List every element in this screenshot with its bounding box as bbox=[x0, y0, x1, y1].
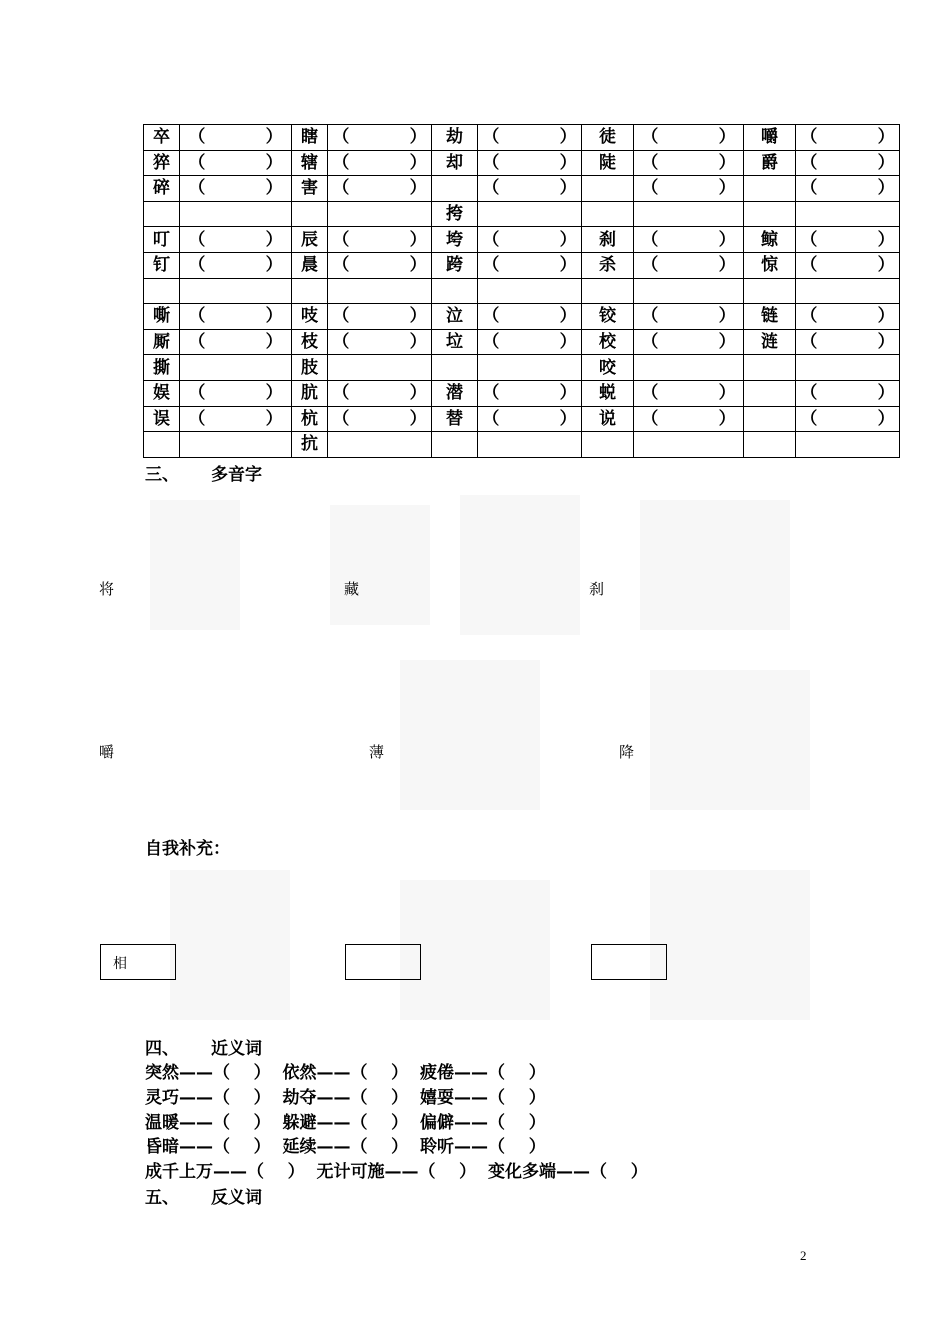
pinyin-blank-cell: （ ） bbox=[796, 252, 900, 278]
character-cell bbox=[582, 176, 634, 202]
watermark-block bbox=[400, 660, 540, 810]
character-cell bbox=[432, 355, 478, 381]
self-supplement-label: 自我补充： bbox=[145, 839, 230, 859]
pinyin-blank-cell: （ ） bbox=[328, 150, 432, 176]
character-cell bbox=[744, 355, 796, 381]
table-row bbox=[144, 355, 900, 381]
synonym-line: 昏暗——（ ） 延续——（ ） 聆听——（ ） bbox=[145, 1137, 546, 1157]
table-row bbox=[144, 252, 900, 278]
polyphone-char: 刹 bbox=[589, 580, 605, 598]
table-row bbox=[144, 304, 900, 330]
supplement-box bbox=[591, 944, 667, 980]
synonym-line: 突然——（ ） 依然——（ ） 疲倦——（ ） bbox=[145, 1063, 546, 1083]
pinyin-blank-cell bbox=[180, 355, 292, 381]
table-row bbox=[144, 278, 900, 304]
character-cell: 惊 bbox=[744, 252, 796, 278]
character-cell: 误 bbox=[144, 406, 180, 432]
synonym-line: 温暖——（ ） 躲避——（ ） 偏僻——（ ） bbox=[145, 1113, 546, 1133]
pinyin-blank-cell: （ ） bbox=[634, 304, 744, 330]
pinyin-blank-cell: （ ） bbox=[634, 329, 744, 355]
pinyin-blank-cell: （ ） bbox=[328, 227, 432, 253]
character-cell: 辖 bbox=[292, 150, 328, 176]
pinyin-blank-cell: （ ） bbox=[796, 227, 900, 253]
character-cell bbox=[432, 432, 478, 458]
pinyin-blank-cell: （ ） bbox=[180, 176, 292, 202]
pinyin-blank-cell bbox=[180, 201, 292, 227]
section-4-heading bbox=[145, 1034, 262, 1059]
pinyin-blank-cell: （ ） bbox=[328, 304, 432, 330]
character-cell: 陡 bbox=[582, 150, 634, 176]
character-cell: 校 bbox=[582, 329, 634, 355]
watermark-block bbox=[330, 505, 430, 625]
character-cell: 吱 bbox=[292, 304, 328, 330]
table-row bbox=[144, 201, 900, 227]
pinyin-blank-cell: （ ） bbox=[634, 406, 744, 432]
pinyin-blank-cell bbox=[180, 432, 292, 458]
pinyin-blank-cell: （ ） bbox=[478, 227, 582, 253]
character-cell: 猝 bbox=[144, 150, 180, 176]
character-cell bbox=[744, 201, 796, 227]
pinyin-blank-cell: （ ） bbox=[796, 329, 900, 355]
character-cell bbox=[292, 201, 328, 227]
character-cell: 嘶 bbox=[144, 304, 180, 330]
pinyin-blank-cell: （ ） bbox=[634, 176, 744, 202]
character-cell bbox=[144, 201, 180, 227]
character-cell: 蜕 bbox=[582, 380, 634, 406]
pinyin-blank-cell bbox=[328, 201, 432, 227]
pinyin-blank-cell bbox=[796, 201, 900, 227]
character-cell bbox=[582, 432, 634, 458]
table-row bbox=[144, 176, 900, 202]
character-cell: 刹 bbox=[582, 227, 634, 253]
pinyin-blank-cell: （ ） bbox=[796, 380, 900, 406]
character-cell: 铰 bbox=[582, 304, 634, 330]
character-cell bbox=[744, 432, 796, 458]
character-cell: 肮 bbox=[292, 380, 328, 406]
pinyin-blank-cell: （ ） bbox=[796, 150, 900, 176]
character-table bbox=[143, 124, 900, 458]
pinyin-blank-cell bbox=[478, 278, 582, 304]
character-cell bbox=[432, 278, 478, 304]
table-row bbox=[144, 406, 900, 432]
pinyin-blank-cell bbox=[328, 432, 432, 458]
character-cell: 撕 bbox=[144, 355, 180, 381]
table-row bbox=[144, 380, 900, 406]
character-cell bbox=[144, 432, 180, 458]
section-title: 近义词 bbox=[211, 1039, 262, 1059]
character-cell: 杭 bbox=[292, 406, 328, 432]
pinyin-blank-cell bbox=[328, 278, 432, 304]
pinyin-blank-cell: （ ） bbox=[328, 252, 432, 278]
pinyin-blank-cell: （ ） bbox=[634, 380, 744, 406]
watermark-block bbox=[650, 670, 810, 810]
pinyin-blank-cell: （ ） bbox=[478, 176, 582, 202]
character-cell bbox=[582, 201, 634, 227]
watermark-block bbox=[170, 870, 290, 1020]
character-cell: 辰 bbox=[292, 227, 328, 253]
character-cell: 钉 bbox=[144, 252, 180, 278]
watermark-block bbox=[640, 500, 790, 630]
table-row bbox=[144, 432, 900, 458]
pinyin-blank-cell: （ ） bbox=[180, 329, 292, 355]
table-row bbox=[144, 150, 900, 176]
character-cell: 卒 bbox=[144, 125, 180, 151]
pinyin-blank-cell: （ ） bbox=[328, 380, 432, 406]
character-cell: 叮 bbox=[144, 227, 180, 253]
pinyin-blank-cell bbox=[328, 355, 432, 381]
character-cell: 却 bbox=[432, 150, 478, 176]
supplement-box bbox=[345, 944, 421, 980]
character-cell bbox=[744, 278, 796, 304]
character-cell: 挎 bbox=[432, 201, 478, 227]
pinyin-blank-cell: （ ） bbox=[328, 125, 432, 151]
character-cell: 垮 bbox=[432, 227, 478, 253]
pinyin-blank-cell bbox=[478, 355, 582, 381]
polyphone-char: 降 bbox=[619, 743, 635, 761]
pinyin-blank-cell: （ ） bbox=[478, 125, 582, 151]
polyphone-char: 薄 bbox=[369, 743, 385, 761]
character-cell: 咬 bbox=[582, 355, 634, 381]
pinyin-blank-cell: （ ） bbox=[478, 329, 582, 355]
character-cell: 碎 bbox=[144, 176, 180, 202]
pinyin-blank-cell: （ ） bbox=[180, 252, 292, 278]
character-cell: 瞎 bbox=[292, 125, 328, 151]
section-title: 反义词 bbox=[211, 1188, 262, 1208]
pinyin-blank-cell: （ ） bbox=[180, 304, 292, 330]
character-cell bbox=[432, 176, 478, 202]
pinyin-blank-cell bbox=[180, 278, 292, 304]
section-number: 三、 bbox=[145, 465, 179, 485]
synonym-line: 成千上万——（ ） 无计可施——（ ） 变化多端——（ ） bbox=[145, 1162, 648, 1182]
character-cell: 晨 bbox=[292, 252, 328, 278]
character-cell bbox=[582, 278, 634, 304]
section-5-heading bbox=[145, 1183, 262, 1208]
watermark-block bbox=[650, 870, 810, 1020]
pinyin-blank-cell bbox=[796, 355, 900, 381]
character-cell bbox=[292, 278, 328, 304]
pinyin-blank-cell bbox=[634, 278, 744, 304]
pinyin-blank-cell: （ ） bbox=[478, 406, 582, 432]
section-number: 五、 bbox=[145, 1188, 179, 1208]
polyphone-char: 将 bbox=[99, 580, 115, 598]
pinyin-blank-cell bbox=[478, 201, 582, 227]
pinyin-blank-cell: （ ） bbox=[478, 252, 582, 278]
pinyin-blank-cell: （ ） bbox=[180, 150, 292, 176]
character-cell: 娱 bbox=[144, 380, 180, 406]
character-cell: 枝 bbox=[292, 329, 328, 355]
polyphone-char: 嚼 bbox=[99, 743, 115, 761]
character-cell: 替 bbox=[432, 406, 478, 432]
pinyin-blank-cell: （ ） bbox=[796, 304, 900, 330]
watermark-block bbox=[460, 495, 580, 635]
pinyin-blank-cell bbox=[634, 355, 744, 381]
pinyin-blank-cell: （ ） bbox=[634, 125, 744, 151]
pinyin-blank-cell: （ ） bbox=[328, 329, 432, 355]
supplement-box bbox=[100, 944, 176, 980]
section-title: 多音字 bbox=[211, 465, 262, 485]
pinyin-blank-cell: （ ） bbox=[180, 227, 292, 253]
character-cell: 泣 bbox=[432, 304, 478, 330]
character-cell: 抗 bbox=[292, 432, 328, 458]
character-cell: 杀 bbox=[582, 252, 634, 278]
character-cell: 跨 bbox=[432, 252, 478, 278]
synonym-line: 灵巧——（ ） 劫夺——（ ） 嬉耍——（ ） bbox=[145, 1088, 546, 1108]
pinyin-blank-cell bbox=[478, 432, 582, 458]
character-cell bbox=[744, 176, 796, 202]
pinyin-blank-cell bbox=[796, 278, 900, 304]
pinyin-blank-cell bbox=[634, 432, 744, 458]
character-cell: 潜 bbox=[432, 380, 478, 406]
character-cell bbox=[744, 380, 796, 406]
pinyin-blank-cell: （ ） bbox=[634, 227, 744, 253]
section-3-heading bbox=[145, 460, 262, 485]
pinyin-blank-cell: （ ） bbox=[796, 406, 900, 432]
supplement-box-text: 相 bbox=[113, 956, 127, 972]
character-cell: 劫 bbox=[432, 125, 478, 151]
character-cell: 害 bbox=[292, 176, 328, 202]
pinyin-blank-cell bbox=[796, 432, 900, 458]
table-row bbox=[144, 125, 900, 151]
polyphone-char: 藏 bbox=[344, 580, 360, 598]
page-number: 2 bbox=[800, 1248, 807, 1263]
section-number: 四、 bbox=[145, 1039, 179, 1059]
pinyin-blank-cell: （ ） bbox=[796, 125, 900, 151]
pinyin-blank-cell: （ ） bbox=[328, 176, 432, 202]
watermark-block bbox=[400, 880, 550, 1020]
character-cell bbox=[744, 406, 796, 432]
character-cell: 链 bbox=[744, 304, 796, 330]
pinyin-blank-cell: （ ） bbox=[180, 125, 292, 151]
pinyin-blank-cell: （ ） bbox=[478, 150, 582, 176]
character-cell bbox=[144, 278, 180, 304]
pinyin-blank-cell: （ ） bbox=[180, 406, 292, 432]
watermark-block bbox=[150, 500, 240, 630]
character-cell: 爵 bbox=[744, 150, 796, 176]
pinyin-blank-cell: （ ） bbox=[634, 252, 744, 278]
character-cell: 肢 bbox=[292, 355, 328, 381]
table-row bbox=[144, 329, 900, 355]
character-cell: 嚼 bbox=[744, 125, 796, 151]
pinyin-blank-cell: （ ） bbox=[796, 176, 900, 202]
character-cell: 说 bbox=[582, 406, 634, 432]
pinyin-blank-cell: （ ） bbox=[180, 380, 292, 406]
character-cell: 鲸 bbox=[744, 227, 796, 253]
pinyin-blank-cell: （ ） bbox=[478, 380, 582, 406]
pinyin-blank-cell: （ ） bbox=[634, 150, 744, 176]
character-cell: 厮 bbox=[144, 329, 180, 355]
character-cell: 垃 bbox=[432, 329, 478, 355]
pinyin-blank-cell: （ ） bbox=[328, 406, 432, 432]
character-cell: 涟 bbox=[744, 329, 796, 355]
pinyin-blank-cell: （ ） bbox=[478, 304, 582, 330]
table-row bbox=[144, 227, 900, 253]
pinyin-blank-cell bbox=[634, 201, 744, 227]
character-cell: 徒 bbox=[582, 125, 634, 151]
